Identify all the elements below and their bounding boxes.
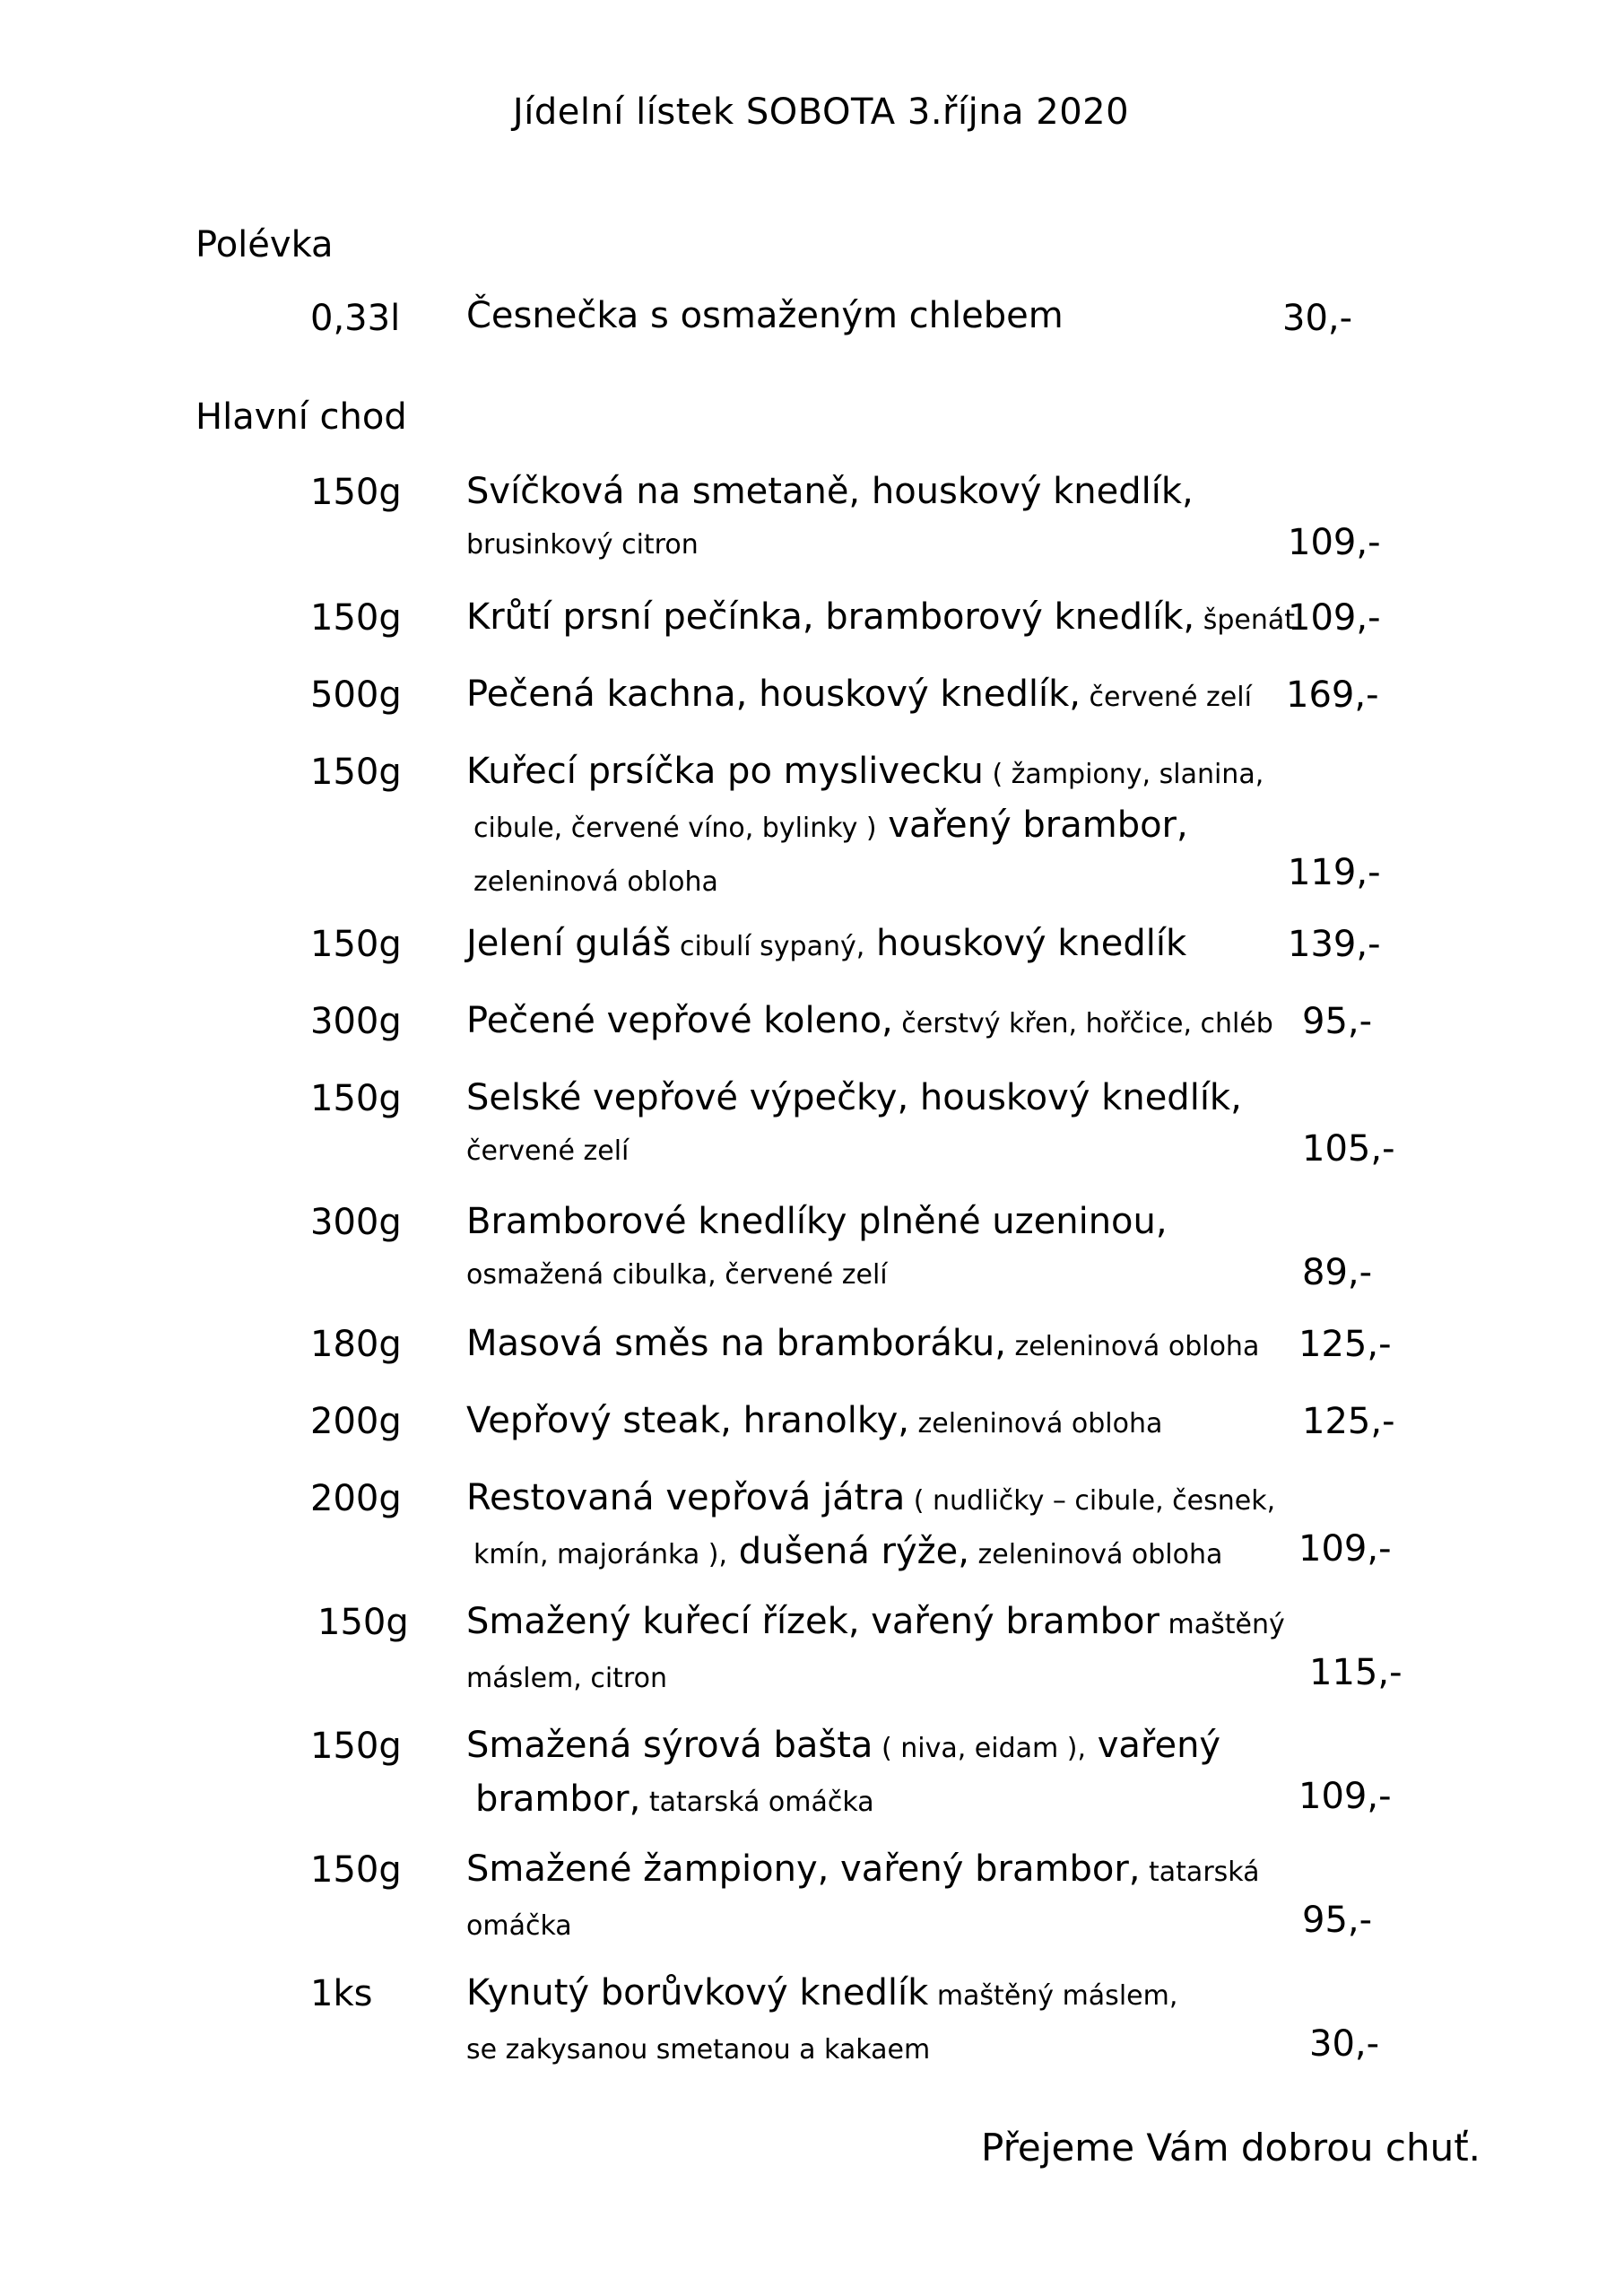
item-description: Krůtí prsní pečínka, bramborový knedlík, špenát bbox=[466, 596, 1295, 638]
item-description: Pečené vepřové koleno, čerstvý křen, hořčice, chléb bbox=[466, 1000, 1273, 1041]
item-description: Bramborové knedlíky plněné uzeninou, osmažená cibulka, červené zelí bbox=[466, 1201, 1168, 1291]
section-main: Hlavní chod bbox=[195, 396, 407, 438]
item-price: 109,- bbox=[1288, 597, 1381, 639]
item-description: Pečená kachna, houskový knedlík, červené zelí bbox=[466, 674, 1252, 715]
soup-qty: 0,33l bbox=[310, 298, 401, 339]
item-price: 105,- bbox=[1302, 1128, 1395, 1170]
item-description: Jelení guláš cibulí sypaný, houskový knedlík bbox=[466, 923, 1187, 964]
item-description: Smažený kuřecí řízek, vařený brambor maštěný máslem, citron bbox=[466, 1601, 1285, 1694]
item-qty: 1ks bbox=[310, 1973, 373, 2014]
item-description: Kynutý borůvkový knedlík maštěný máslem, se zakysanou smetanou a kakaem bbox=[466, 1972, 1178, 2066]
item-price: 119,- bbox=[1288, 852, 1381, 893]
item-price: 95,- bbox=[1302, 1001, 1373, 1042]
item-qty: 150g bbox=[317, 1602, 409, 1643]
item-description: Vepřový steak, hranolky, zeleninová obloha bbox=[466, 1400, 1163, 1441]
soup-description: Česnečka s osmaženým chlebem bbox=[466, 295, 1064, 336]
item-price: 125,- bbox=[1298, 1324, 1392, 1365]
item-description: Restovaná vepřová játra ( nudličky – cibule, česnek, kmín, majoránka ), dušená rýže, zeleninová obloha bbox=[466, 1477, 1276, 1572]
item-description: Kuřecí prsíčka po myslivecku ( žampiony, slanina, cibule, červené víno, bylinky ) vařený brambor, zeleninová obloha bbox=[466, 751, 1264, 898]
item-description: Smažené žampiony, vařený brambor, tatarská omáčka bbox=[466, 1848, 1260, 1942]
item-qty: 300g bbox=[310, 1001, 402, 1042]
item-qty: 150g bbox=[310, 924, 402, 965]
item-price: 89,- bbox=[1302, 1252, 1373, 1293]
item-qty: 150g bbox=[310, 1849, 402, 1891]
item-description: Masová směs na bramboráku, zeleninová obloha bbox=[466, 1323, 1260, 1364]
item-qty: 500g bbox=[310, 674, 402, 716]
item-price: 139,- bbox=[1288, 924, 1381, 965]
item-price: 109,- bbox=[1298, 1776, 1392, 1817]
item-price: 30,- bbox=[1309, 2023, 1380, 2065]
item-qty: 200g bbox=[310, 1401, 402, 1442]
item-qty: 200g bbox=[310, 1478, 402, 1519]
item-description: Svíčková na smetaně, houskový knedlík, brusinkový citron bbox=[466, 471, 1194, 561]
soup-price: 30,- bbox=[1282, 298, 1353, 339]
section-soup: Polévka bbox=[195, 224, 334, 265]
menu-title: Jídelní lístek SOBOTA 3.října 2020 bbox=[512, 91, 1130, 133]
item-price: 125,- bbox=[1302, 1401, 1395, 1442]
item-qty: 150g bbox=[310, 1726, 402, 1767]
item-price: 115,- bbox=[1309, 1652, 1403, 1693]
item-qty: 150g bbox=[310, 1078, 402, 1119]
item-price: 109,- bbox=[1298, 1528, 1392, 1570]
item-price: 169,- bbox=[1286, 674, 1379, 716]
footer-greeting: Přejeme Vám dobrou chuť. bbox=[981, 2126, 1481, 2170]
item-qty: 150g bbox=[310, 752, 402, 793]
item-qty: 300g bbox=[310, 1202, 402, 1243]
item-price: 95,- bbox=[1302, 1900, 1373, 1941]
item-price: 109,- bbox=[1288, 522, 1381, 563]
item-qty: 150g bbox=[310, 597, 402, 639]
item-description: Smažená sýrová bašta ( niva, eidam ), vařený brambor, tatarská omáčka bbox=[466, 1725, 1221, 1820]
item-qty: 150g bbox=[310, 472, 402, 513]
item-qty: 180g bbox=[310, 1324, 402, 1365]
item-description: Selské vepřové výpečky, houskový knedlík, červené zelí bbox=[466, 1077, 1242, 1167]
